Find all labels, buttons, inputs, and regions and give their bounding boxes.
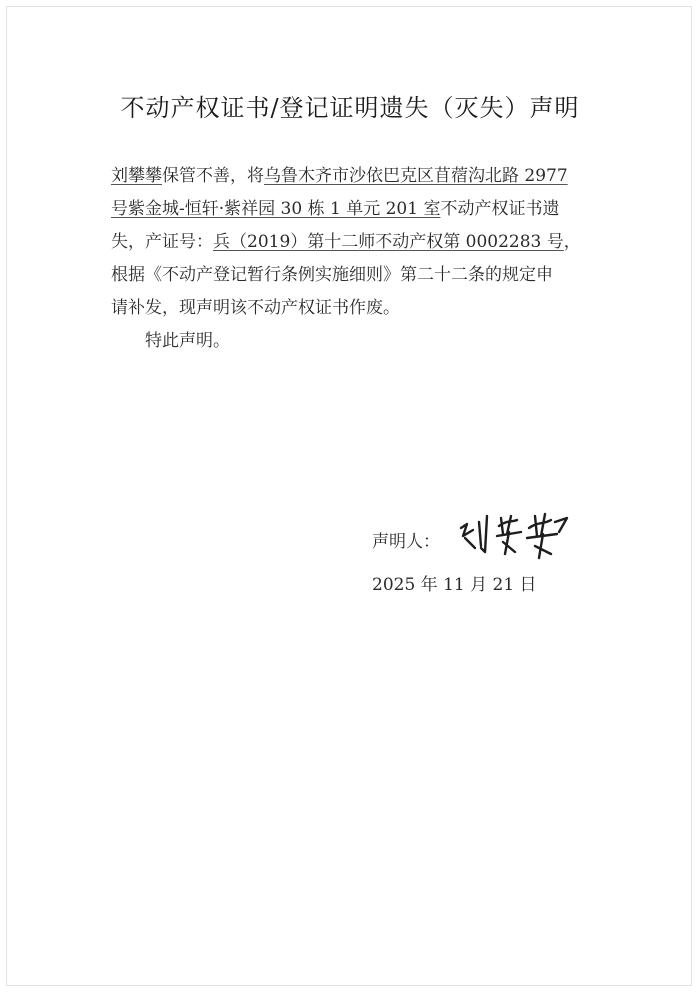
statement-line-4: 根据《不动产登记暂行条例实施细则》第二十二条的规定申 (111, 265, 553, 285)
property-address-cont: 号紫金城-恒轩·紫祥园 30 栋 1 单元 201 室 (111, 199, 441, 219)
property-address: 乌鲁木齐市沙依巴克区苜蓿沟北路 2977 (264, 166, 568, 186)
statement-line-1 (111, 160, 601, 193)
page-border (6, 6, 692, 986)
statement-text: 保管不善，将 (162, 166, 264, 186)
statement-line-5: 请补发，现声明该不动产权证书作废。 (111, 298, 400, 318)
statement-line-3 (111, 226, 601, 259)
statement-text: 不动产权证书遗 (440, 199, 560, 219)
document-title: 不动产权证书/登记证明遗失（灭失）声明 (120, 94, 580, 122)
statement-text: 失，产证号： (111, 232, 213, 252)
statement-body (111, 160, 601, 358)
statement-date: 2025 年 11 月 21 日 (372, 575, 537, 595)
signer-label: 声明人： (372, 532, 440, 552)
statement-text: ， (563, 232, 581, 252)
handwritten-signature (455, 508, 585, 564)
certificate-number: 兵（2019）第十二师不动产权第 0002283 号 (213, 232, 564, 252)
statement-line-2 (111, 193, 601, 226)
owner-name: 刘攀攀 (111, 166, 162, 186)
statement-line-6: 特此声明。 (145, 331, 230, 351)
